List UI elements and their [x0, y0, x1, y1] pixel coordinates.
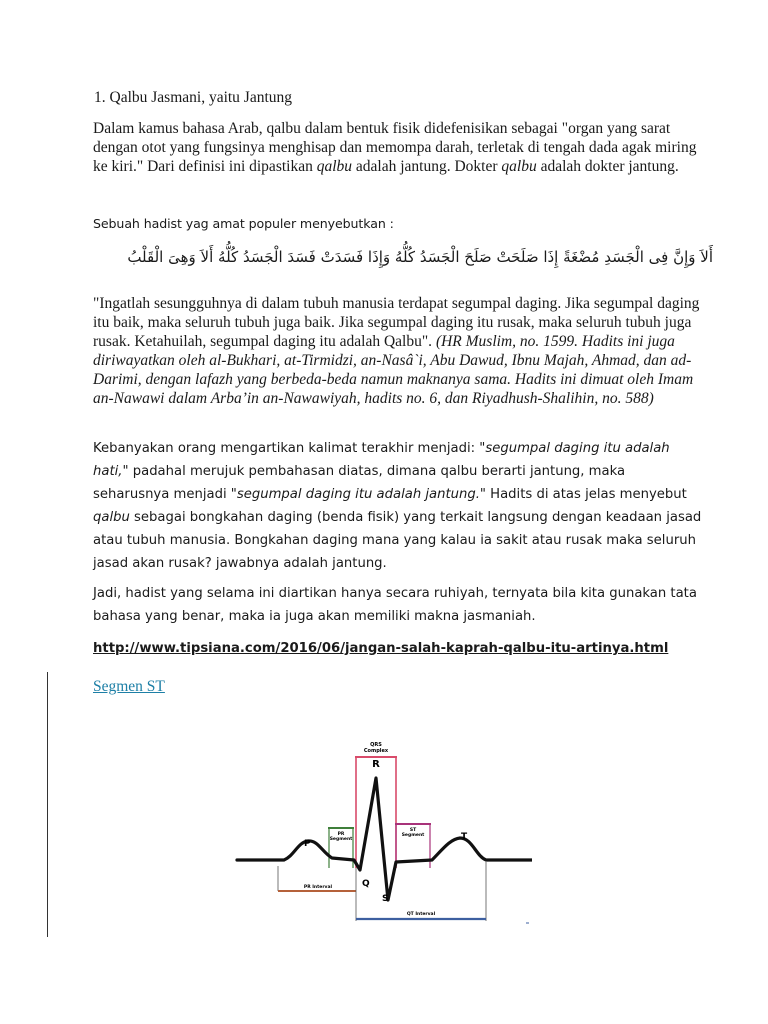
ecg-waveform	[237, 778, 532, 900]
qrs-label: QRS	[370, 742, 382, 748]
hadist-translation	[93, 294, 713, 408]
ecg-diagram	[232, 738, 532, 928]
text: sebagai bongkahan daging (benda fisik) yang terkait langsung dengan keadaan jasad atau tubuh manusia. Bongkahan daging mana yang kalau ia sakit atau rusak maka seluruh jasad akan rusak? jawabnya adalah jantung.	[93, 510, 702, 571]
hadist-intro: Sebuah hadist yag amat populer menyebutkan :	[93, 216, 394, 231]
qrs-label-2: Complex	[363, 748, 389, 754]
paragraph-definition	[93, 119, 713, 176]
text: adalah dokter jantung.	[536, 158, 679, 175]
pr-interval-label: PR Interval	[303, 885, 333, 890]
text: Hadits di atas jelas menyebut	[485, 487, 687, 502]
q-label: Q	[362, 879, 370, 889]
text-italic: qalbu	[316, 158, 353, 175]
quote-reference: (HR Muslim, no. 1599. Hadits ini juga diriwayatkan oleh al-Bukhari, at-Tirmidzi, an-Nasâ`i, Abu Dawud, Ibnu Majah, Ahmad, dan ad-Darimi, dengan lafazh yang berbeda-beda namun maknanya sama. Hadits ini dimuat oleh Imam an-Nawawi dalam Arba’in an-Nawawiyah, hadits no. 6, dan Riyadhush-Shalihin, no. 588)	[93, 333, 694, 407]
arabic-hadist: أَلاَ وَإِنَّ فِى الْجَسَدِ مُضْغَةً إِذَا صَلَحَتْ صَلَحَ الْجَسَدُ كُلُّهُ وَإِذَا فَسَدَتْ فَسَدَ الْجَسَدُ كُلُّهُ أَلاَ وَهِىَ الْقَلْبُ	[127, 248, 713, 266]
pr-segment-label: PR	[337, 832, 345, 837]
text: padahal merujuk pembahasan diatas, dimana qalbu berarti jantung, maka seharusnya menjadi "	[93, 464, 626, 502]
paragraph-conclusion: Jadi, hadist yang selama ini diartikan hanya secara ruhiyah, ternyata bila kita gunakan tata bahasa yang benar, maka ia juga akan memiliki makna jasmaniah.	[93, 586, 697, 624]
text-italic: qalbu	[93, 510, 130, 525]
text-italic: segumpal daging itu adalah jantung."	[236, 487, 486, 502]
text-italic: qalbu	[501, 158, 537, 175]
paragraph-explanation	[93, 437, 703, 575]
text-italic: segumpal daging itu adalah hati,"	[93, 441, 670, 479]
text: Dalam kamus bahasa Arab, qalbu dalam bentuk fisik didefenisikan sebagai "organ yang sarat dengan otot yang fungsinya menghisap dan memompa darah, terletak di tengah dada agak miring ke kiri." Dari definisi ini dipastikan	[93, 120, 697, 175]
text: adalah jantung. Dokter	[352, 158, 502, 175]
st-segment-label: ST	[409, 828, 417, 833]
qrs-bracket	[355, 757, 397, 868]
margin-line	[47, 672, 48, 937]
p-label: P	[304, 839, 311, 849]
t-label: T	[461, 832, 468, 842]
pr-segment-label-2: Segment	[329, 837, 353, 842]
st-segment-label-2: Segment	[401, 833, 425, 838]
quote-text: "Ingatlah sesungguhnya di dalam tubuh manusia terdapat segumpal daging. Jika segumpal daging itu baik, maka seluruh tubuh juga baik. Jika segumpal daging itu rusak, maka seluruh tubuh juga rusak. Ketahuilah, segumpal daging itu adalah Qalbu".	[93, 295, 700, 350]
section-heading: 1. Qalbu Jasmani, yaitu Jantung	[94, 89, 293, 106]
s-label: S	[382, 894, 389, 904]
qt-interval-label: QT Interval	[406, 912, 436, 917]
segmen-st-link[interactable]: Segmen ST	[93, 678, 165, 695]
r-label: R	[372, 759, 380, 770]
text: Kebanyakan orang mengartikan kalimat terakhir menjadi: "	[93, 441, 486, 456]
source-link[interactable]: http://www.tipsiana.com/2016/06/jangan-salah-kaprah-qalbu-itu-artinya.html	[93, 641, 669, 656]
